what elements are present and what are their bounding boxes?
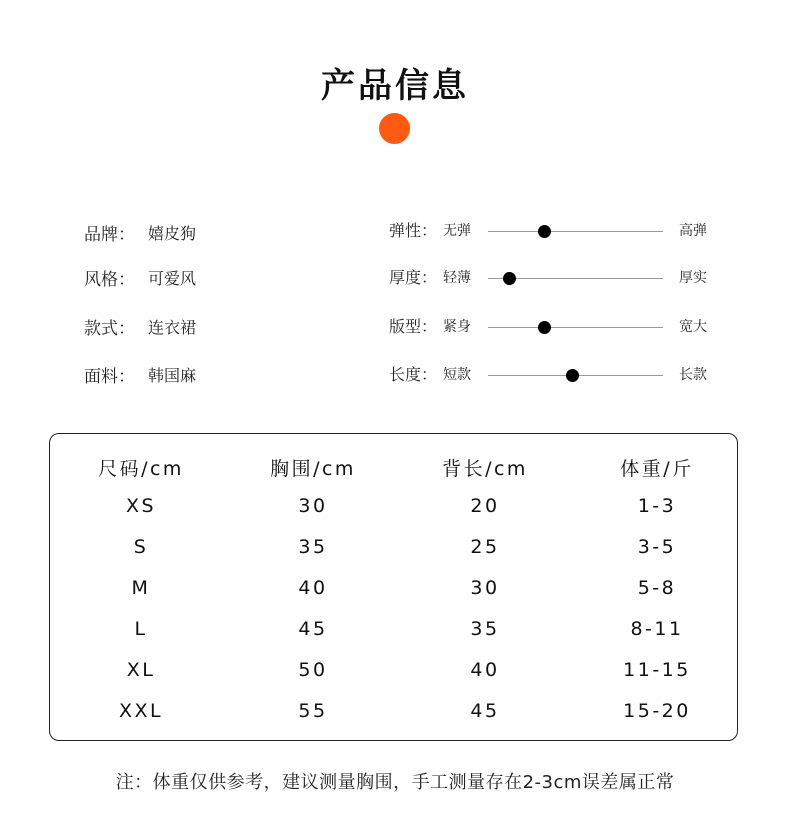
scale-low-label: 轻薄 [443, 270, 471, 286]
table-header: 尺码/cm [98, 458, 184, 480]
accent-dot [379, 113, 410, 144]
table-header: 胸围/cm [270, 458, 356, 480]
table-cell: XS [125, 495, 157, 517]
attr-label: 面料： [84, 367, 135, 387]
size-table [49, 433, 738, 741]
table-cell: 20 [470, 495, 500, 517]
table-cell: 3-5 [637, 536, 677, 558]
table-cell: 5-8 [637, 577, 677, 599]
scale-low-label: 无弹 [443, 223, 471, 239]
table-cell: 40 [470, 659, 500, 681]
table-cell: XL [126, 659, 156, 681]
scale-track [488, 327, 663, 328]
scale-marker [566, 369, 579, 382]
attr-fabric [84, 362, 196, 387]
scale-low-label: 短款 [443, 367, 471, 383]
scale-marker [538, 321, 551, 334]
attr-value: 可爱风 [148, 269, 197, 288]
attr-type [84, 314, 196, 339]
attr-value: 嬉皮狗 [148, 224, 197, 243]
table-cell: 45 [298, 618, 328, 640]
attr-label: 款式： [84, 319, 135, 339]
table-cell: 55 [298, 700, 328, 722]
scale-high-label: 高弹 [679, 223, 707, 239]
table-cell: 35 [298, 536, 328, 558]
table-cell: 15-20 [623, 700, 691, 722]
footnote: 注：体重仅供参考，建议测量胸围，手工测量存在2-3cm误差属正常 [115, 772, 675, 793]
table-cell: 35 [470, 618, 500, 640]
table-cell: 40 [298, 577, 328, 599]
table-header: 体重/斤 [620, 458, 694, 480]
table-cell: 45 [470, 700, 500, 722]
scale-low-label: 紧身 [443, 319, 471, 335]
table-cell: L [134, 618, 148, 640]
table-header: 背长/cm [442, 458, 528, 480]
attr-value: 韩国麻 [148, 366, 197, 385]
scale-high-label: 长款 [679, 367, 707, 383]
attr-label: 风格： [84, 270, 135, 290]
scale-elasticity [389, 219, 719, 243]
table-cell: 8-11 [630, 618, 684, 640]
scale-label: 厚度： [389, 268, 438, 287]
table-cell: 30 [470, 577, 500, 599]
attr-value: 连衣裙 [148, 318, 197, 337]
scale-marker [503, 272, 516, 285]
scale-thickness [389, 266, 719, 290]
table-cell: 25 [470, 536, 500, 558]
scale-fit [389, 315, 719, 339]
table-cell: 50 [298, 659, 328, 681]
table-cell: XXL [118, 700, 164, 722]
table-cell: S [133, 536, 149, 558]
scale-length [389, 363, 719, 387]
attr-style [84, 265, 196, 290]
table-cell: 11-15 [623, 659, 691, 681]
attr-brand [84, 220, 196, 245]
scale-marker [538, 225, 551, 238]
table-cell: 30 [298, 495, 328, 517]
page-title: 产品信息 [321, 66, 469, 106]
scale-label: 版型： [389, 317, 438, 336]
table-cell: M [131, 577, 151, 599]
scale-track [488, 231, 663, 232]
scale-high-label: 宽大 [679, 319, 707, 335]
table-cell: 1-3 [637, 495, 677, 517]
scale-label: 长度： [389, 365, 438, 384]
attr-label: 品牌： [84, 225, 135, 245]
scale-label: 弹性： [389, 221, 438, 240]
scale-high-label: 厚实 [679, 270, 707, 286]
